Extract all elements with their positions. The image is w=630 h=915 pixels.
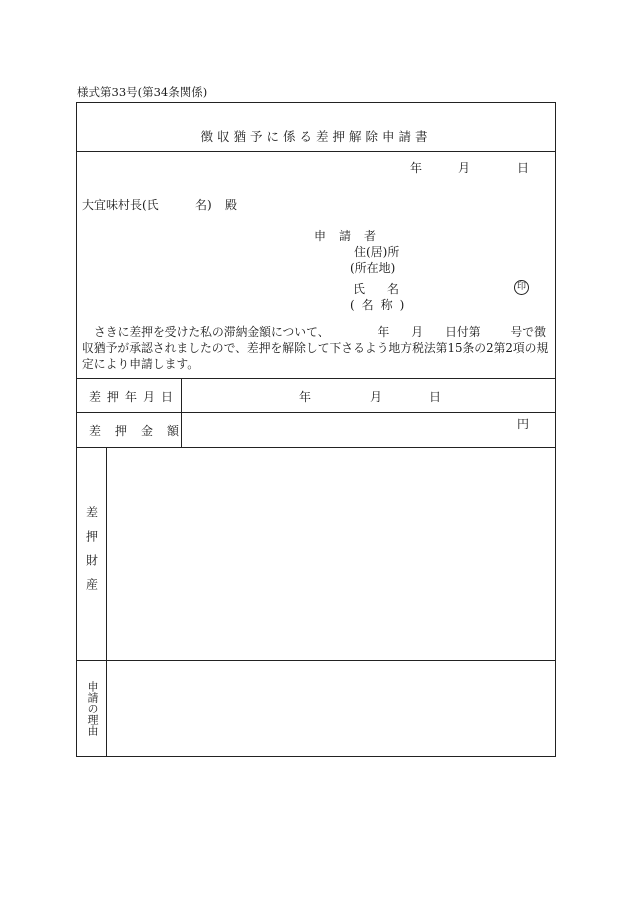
address-label: 住(居)所 — [354, 245, 400, 259]
form-number-label: 様式第33号(第34条関係) — [77, 85, 208, 99]
request-paragraph — [82, 324, 550, 372]
seizure-amount-label: 差押金額 — [89, 424, 194, 438]
applicant-heading-text: 申請者 — [314, 229, 390, 243]
address-alt-label: (所在地) — [350, 261, 396, 275]
addressee-suffix: 名) — [195, 198, 212, 212]
divider — [77, 412, 555, 413]
form-title: 徴収猶予に係る差押解除申請書 — [200, 129, 432, 144]
name-label: 氏名 — [353, 282, 422, 296]
seizure-date-year: 年 — [299, 390, 312, 404]
seizure-date-month: 月 — [370, 390, 383, 404]
seized-property-label: 差押財産 — [84, 505, 99, 602]
paragraph-month: 月 — [411, 325, 424, 339]
divider — [77, 447, 555, 448]
paragraph-part2: 号で徴収猶予が承認されましたので、差押を解除して下さるよう地方税法第15条の2第2項の規定により申請します。 — [82, 325, 549, 371]
seizure-date-label: 差押年月日 — [89, 390, 180, 404]
addressee-honorific: 殿 — [225, 198, 238, 212]
paragraph-date-no: 日付第 — [445, 325, 481, 339]
name-alt-label: (名称) — [350, 298, 412, 312]
divider — [77, 378, 555, 379]
date-day: 日 — [517, 161, 530, 175]
divider — [77, 151, 555, 152]
seal-icon: 印 — [514, 280, 529, 295]
application-form — [76, 102, 556, 757]
seal-mark — [514, 278, 529, 295]
applicant-heading — [314, 227, 390, 244]
seizure-amount-unit: 円 — [517, 417, 530, 431]
reason-label: 申請の理由 — [86, 681, 99, 736]
date-month: 月 — [458, 161, 471, 175]
addressee-prefix: 大宜味村長(氏 — [82, 198, 159, 212]
paragraph-year: 年 — [377, 325, 390, 339]
divider — [77, 660, 555, 661]
seizure-date-day: 日 — [429, 390, 442, 404]
date-year: 年 — [410, 161, 423, 175]
paragraph-part1: さきに差押を受けた私の滞納金額について、 — [94, 325, 330, 339]
